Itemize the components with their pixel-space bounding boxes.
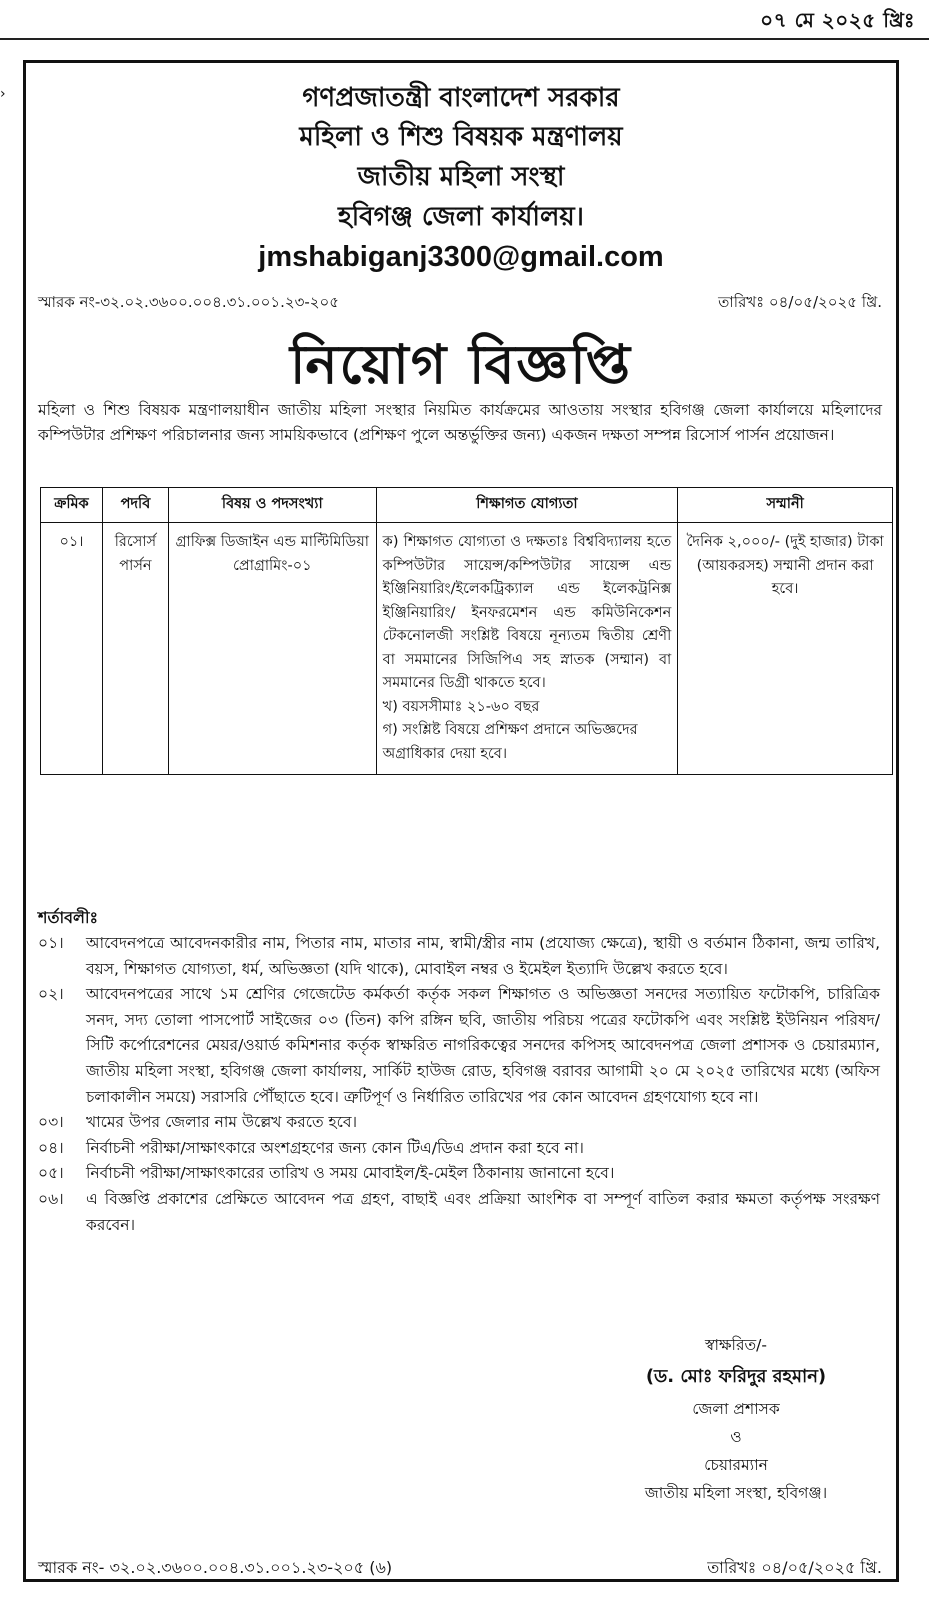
conditions-list	[38, 931, 880, 1238]
intro-paragraph: মহিলা ও শিশু বিষয়ক মন্ত্রণালয়াধীন জাতীয় মহিলা সংস্থার নিয়মিত কার্যক্রমের আওতায় সংস্থার হবিগঞ্জ জেলা কার্যালয়ে মহিলাদের কম্পিউটার প্রশিক্ষণ পরিচালনার জন্য সাময়িকভাবে (প্রশিক্ষণ পুলে অন্তর্ভুক্তির জন্য) একজন দক্ষতা সম্পন্ন রিসোর্স পার্সন প্রয়োজন।	[38, 401, 882, 444]
notice-title: নিয়োগ বিজ্ঞপ্তি	[289, 333, 633, 396]
signatory-designation-1: জেলা প্রশাসক	[692, 1400, 780, 1418]
condition-number: ০৫।	[38, 1164, 64, 1183]
conditions-title: শর্তাবলীঃ	[38, 908, 99, 927]
header-honorarium: সম্মানী	[678, 488, 893, 523]
ministry-heading: মহিলা ও শিশু বিষয়ক মন্ত্রণালয়	[299, 122, 623, 152]
condition-text: এ বিজ্ঞপ্তি প্রকাশের প্রেক্ষিতে আবেদন পত্র গ্রহণ, বাছাই এবং প্রক্রিয়া আংশিক বা সম্পূর্ণ বাতিল করার ক্ষমতা কর্তৃপক্ষ সংরক্ষণ করবেন।	[86, 1189, 880, 1234]
cell-subject: গ্রাফিক্স ডিজাইন এন্ড মাল্টিমিডিয়া প্রোগ্রামিং-০১	[168, 523, 376, 775]
cell-serial: ০১।	[41, 523, 103, 775]
organization-heading: জাতীয় মহিলা সংস্থা	[357, 162, 565, 192]
memo-number-bottom: স্মারক নং- ৩২.০২.৩৬০০.০০৪.৩১.০০১.২৩-২০৫ (৬)	[38, 1558, 393, 1577]
cell-qualification	[376, 523, 678, 775]
condition-number: ০৬।	[38, 1189, 64, 1208]
cell-honorarium: দৈনিক ২,০০০/- (দুই হাজার) টাকা (আয়করসহ) সম্মানী প্রদান করা হবে।	[678, 523, 893, 775]
condition-number: ০১।	[38, 934, 64, 952]
condition-text: নির্বাচনী পরীক্ষা/সাক্ষাৎকারের তারিখ ও সময় মোবাইল/ই-মেইল ঠিকানায় জানানো হবে।	[86, 1164, 615, 1183]
header-subject: বিষয় ও পদসংখ্যা	[168, 488, 376, 523]
condition-text: নির্বাচনী পরীক্ষা/সাক্ষাৎকারে অংশগ্রহণের জন্য কোন টিএ/ডিএ প্রদান করা হবে না।	[86, 1138, 584, 1157]
signatory-organization: জাতীয় মহিলা সংস্থা, হবিগঞ্জ।	[644, 1484, 828, 1502]
qualification-a: ক) শিক্ষাগত যোগ্যতা ও দক্ষতাঃ বিশ্ববিদ্যালয় হতে কম্পিউটার সায়েন্স/কম্পিউটার সায়েন্স এন্ড ইঞ্জিনিয়ারিং/ইলেকট্রিক্যাল এন্ড ইলেকট্রনিক্স ইঞ্জিনিয়ারিং/ ইনফরমেশন এন্ড কমিউনিকেশন টেকনোলজী সংশ্লিষ্ট বিষয়ে নূন্যতম দ্বিতীয় শ্রেণী বা সমমানের সিজিপিএ সহ স্নাতক (সম্মান) বা সমমানের ডিগ্রী থাকতে হবে।	[382, 534, 672, 691]
memo-date: তারিখঃ ০৪/০৫/২০২৫ খ্রি.	[718, 293, 882, 311]
condition-number: ০৩।	[38, 1113, 64, 1132]
edge-arrow-icon: ›	[0, 86, 6, 102]
condition-number: ০৪।	[38, 1138, 64, 1157]
condition-text: আবেদনপত্রে আবেদনকারীর নাম, পিতার নাম, মাতার নাম, স্বামী/স্ত্রীর নাম (প্রযোজ্য ক্ষেত্রে), স্থায়ী ও বর্তমান ঠিকানা, জন্ম তারিখ, বয়স, শিক্ষাগত যোগ্যতা, ধর্ম, অভিজ্ঞতা (যদি থাকে), মোবাইল নম্বর ও ইমেইল ইত্যাদি উল্লেখ করতে হবে।	[86, 934, 880, 978]
signed-label: স্বাক্ষরিত/-	[705, 1336, 767, 1354]
office-email: jmshabiganj3300@gmail.com	[258, 241, 664, 273]
table-row	[41, 523, 893, 775]
condition-text: আবেদনপত্রের সাথে ১ম শ্রেণির গেজেটেড কর্মকর্তা কর্তৃক সকল শিক্ষাগত ও অভিজ্ঞতা সনদের সত্যায়িত ফটোকপি, চারিত্রিক সনদ, সদ্য তোলা পাসপোর্ট সাইজের ০৩ (তিন) কপি রঙ্গিন ছবি, জাতীয় পরিচয় পত্রের ফটোকপি এবং সংশ্লিষ্ট ইউনিয়ন পরিষদ/সিটি কর্পোরেশনের মেয়র/ওয়ার্ড কমিশনার কর্তৃক স্বাক্ষরিত নাগরিকত্বের সনদের কপিসহ আবেদনপত্র জেলা প্রশাসক ও চেয়ারম্যান, জাতীয় মহিলা সংস্থা, হবিগঞ্জ জেলা কার্যালয়, সার্কিট হাউজ রোড, হবিগঞ্জ বরাবর আগামী ২০ মে ২০২৫ তারিখের মধ্যে (অফিস চলাকালীন সময়ে) সরাসরি পৌঁছাতে হবে। ত্রুটিপূর্ণ ও নির্ধারিত তারিখের পর কোন আবেদন গ্রহণযোগ্য হবে না।	[86, 985, 880, 1106]
list-item	[38, 1110, 880, 1136]
page-edge-line	[0, 38, 929, 40]
vacancy-table	[40, 487, 893, 775]
list-item	[38, 1161, 880, 1187]
header-serial: ক্রমিক	[41, 488, 103, 523]
publication-date: ০৭ মে ২০২৫ খ্রিঃ	[760, 8, 915, 32]
notice-frame	[23, 60, 899, 1582]
govt-heading: গণপ্রজাতন্ত্রী বাংলাদেশ সরকার	[302, 83, 620, 113]
qualification-b: খ) বয়সসীমাঃ ২১-৬০ বছর	[382, 698, 540, 715]
signature-block	[586, 1331, 886, 1507]
list-item	[38, 931, 880, 982]
office-heading: হবিগঞ্জ জেলা কার্যালয়।	[338, 202, 584, 232]
condition-number: ০২।	[38, 985, 64, 1004]
cell-post: রিসোর্স পার্সন	[102, 523, 168, 775]
header-qualification: শিক্ষাগত যোগ্যতা	[376, 488, 678, 523]
qualification-c: গ) সংশ্লিষ্ট বিষয়ে প্রশিক্ষণ প্রদানে অভিজ্ঞদের অগ্রাধিকার দেয়া হবে।	[382, 722, 638, 762]
table-header-row	[41, 488, 893, 523]
memo-number: স্মারক নং-৩২.০২.৩৬০০.০০৪.৩১.০০১.২৩-২০৫	[38, 293, 340, 311]
memo-date-bottom: তারিখঃ ০৪/০৫/২০২৫ খ্রি.	[707, 1558, 882, 1577]
header-post: পদবি	[102, 488, 168, 523]
signatory-and: ও	[730, 1428, 742, 1446]
list-item	[38, 1136, 880, 1162]
condition-text: খামের উপর জেলার নাম উল্লেখ করতে হবে।	[86, 1113, 358, 1132]
list-item	[38, 1187, 880, 1238]
signatory-name: (ড. মোঃ ফরিদুর রহমান)	[645, 1366, 827, 1387]
signatory-designation-2: চেয়ারম্যান	[704, 1456, 768, 1474]
list-item	[38, 982, 880, 1110]
